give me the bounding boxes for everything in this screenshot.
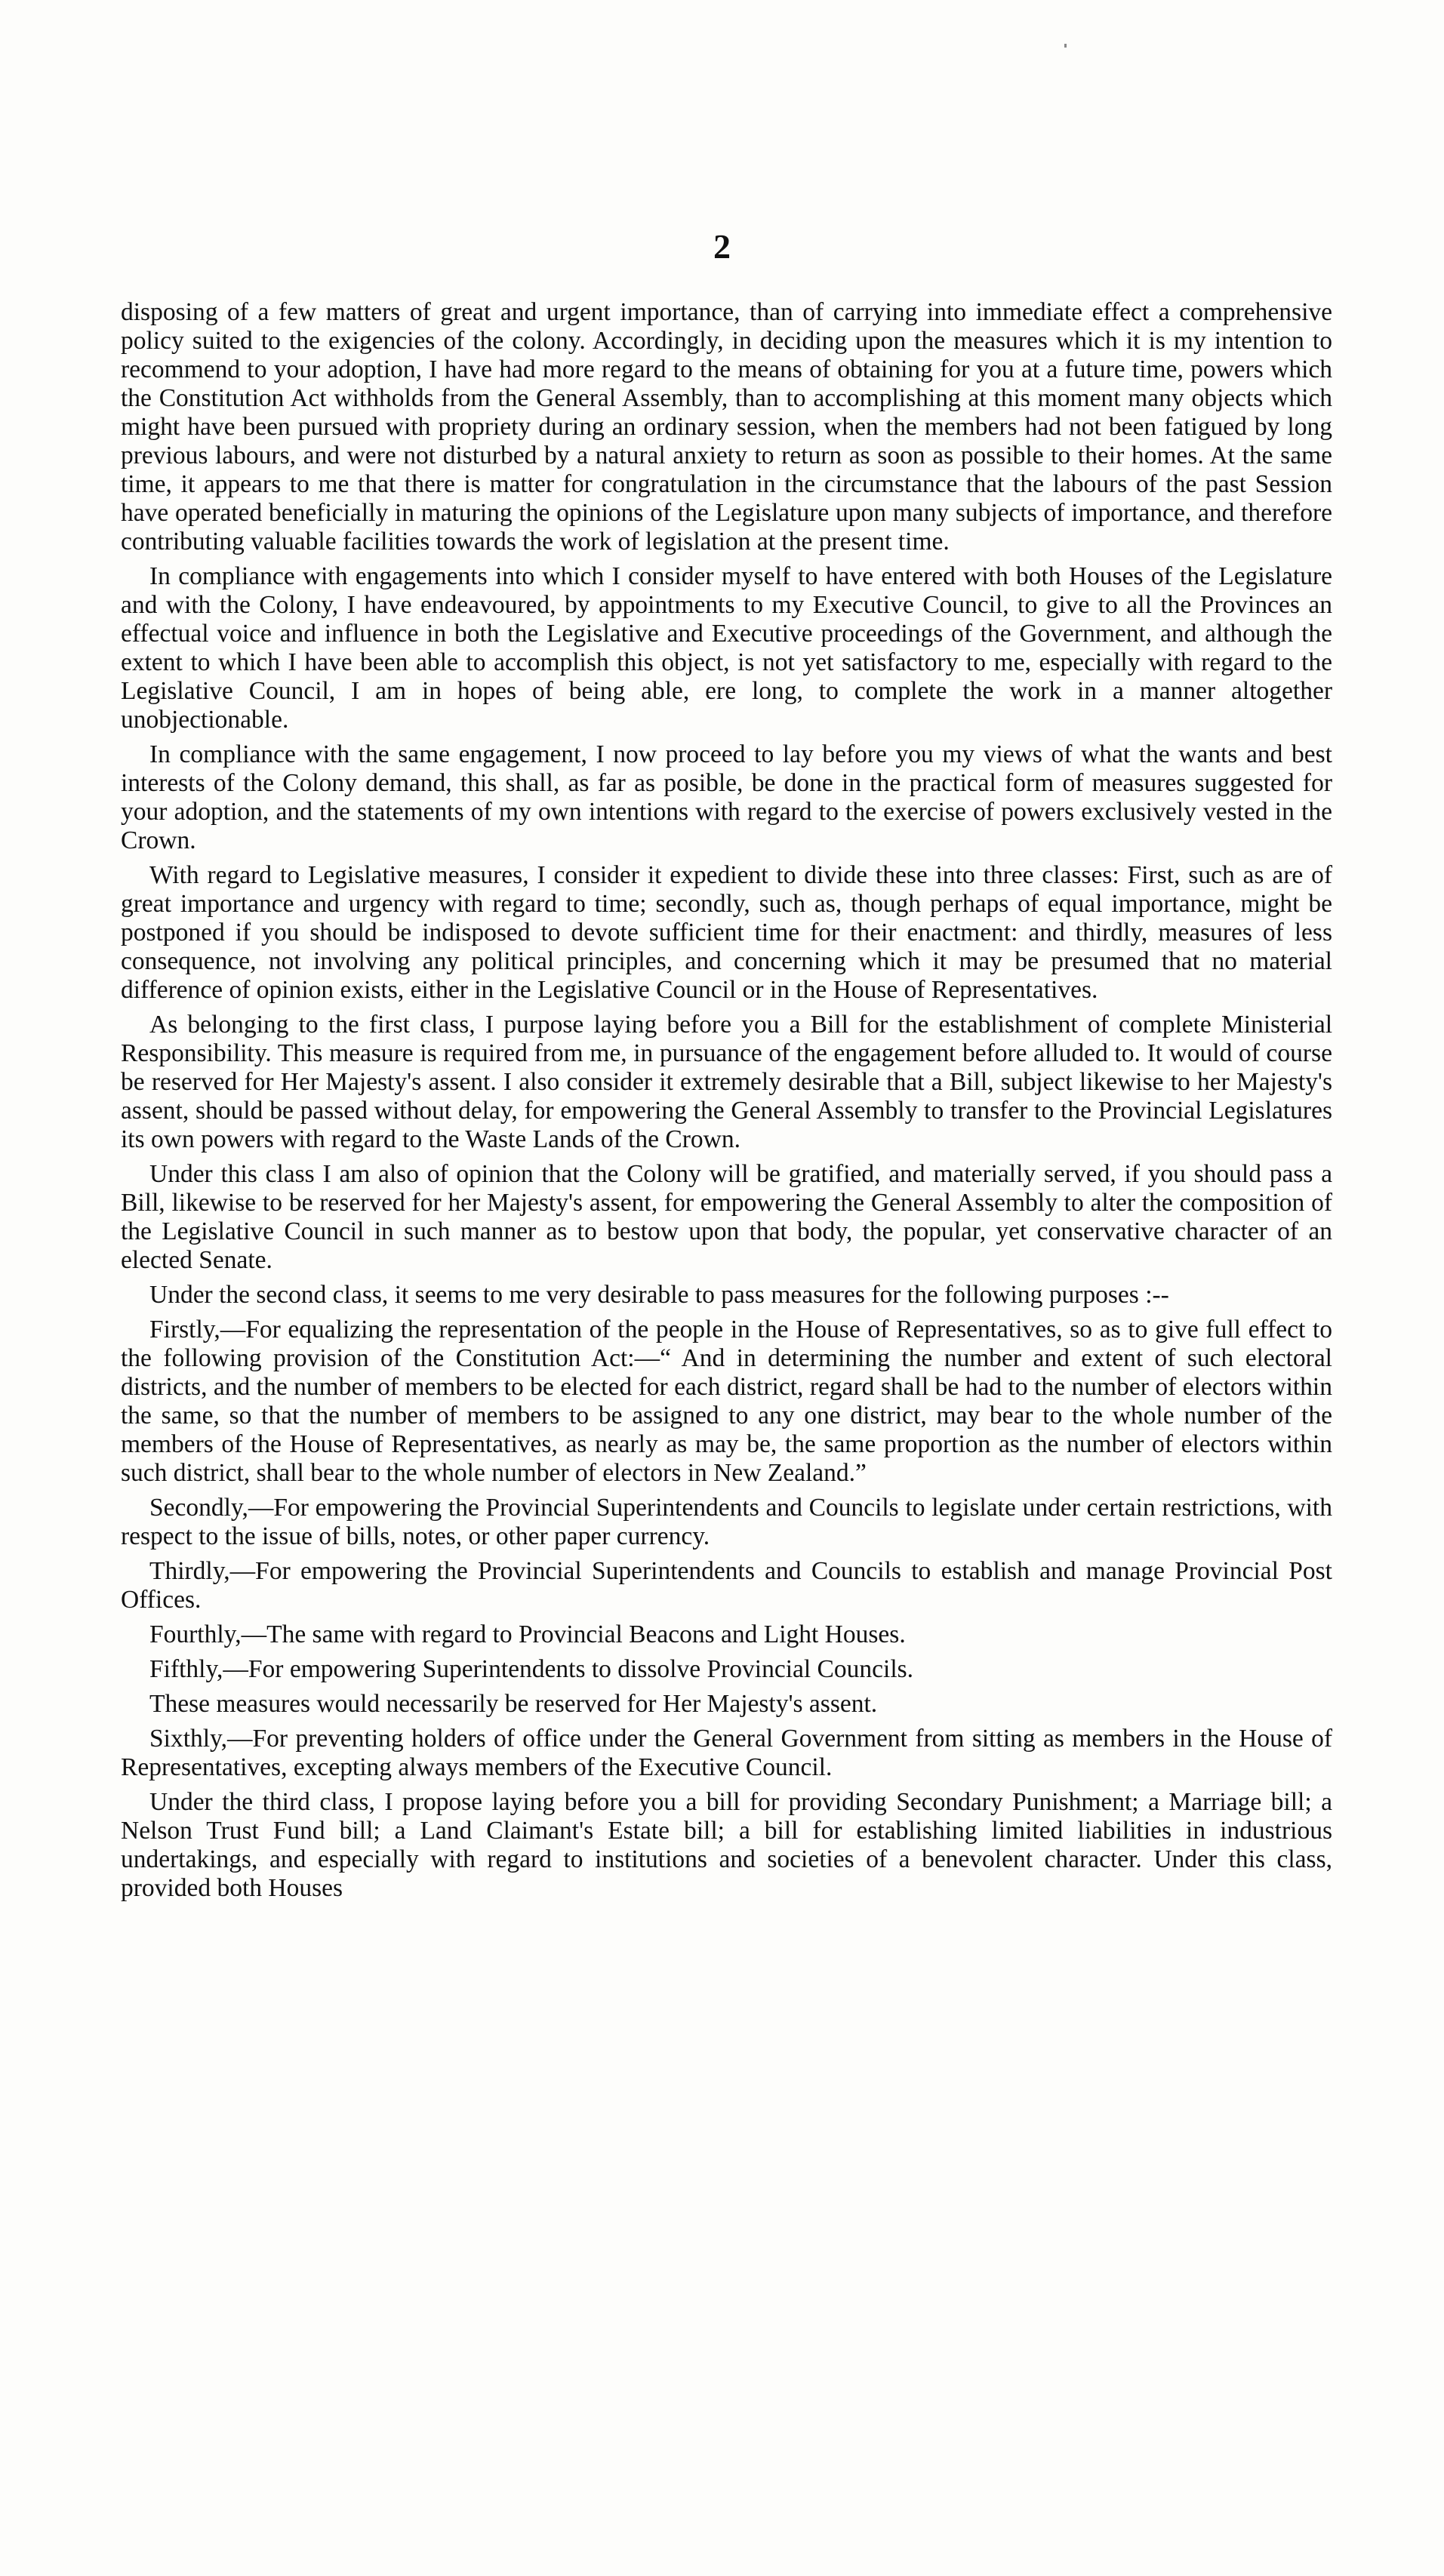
print-speck	[1064, 44, 1067, 48]
paragraph-engagements: In compliance with engagements into which I consider myself to have entered with both Houses of the Legislature and with the Colony, I have endeavoured, by appointments to my Executive Council, to give to all the Provinces an effectual voice and influence in both the Legislative and Executive proceedings of the Government, and although the extent to which I have been able to accomplish this object, is not yet satisfactory to me, especially with regard to the Legislative Council, I am in hopes of being able, ere long, to complete the work in a manner altogether unobjectionable.	[121, 562, 1332, 734]
paragraph-continuation: disposing of a few matters of great and urgent importance, than of carrying into immediate effect a comprehensive policy suited to the exigencies of the colony. Accordingly, in deciding upon the measures which it is my intention to recommend to your adoption, I have had more regard to the means of obtaining for you at a future time, powers which the Constitution Act withholds from the General Assembly, than to accomplishing at this moment many objects which might have been pursued with propriety during an ordinary session, when the members had not been fatigued by long previous labours, and were not disturbed by a natural anxiety to return as soon as possible to their homes. At the same time, it appears to me that there is matter for congratulation in the circumstance that the labours of the past Session have operated beneficially in maturing the opinions of the Legislature upon many subjects of importance, and therefore contributing valuable facilities towards the work of legislation at the present time.	[121, 298, 1332, 556]
paragraph-classes: With regard to Legislative measures, I consider it expedient to divide these into three classes: First, such as are of great importance and urgency with regard to time; secondly, such as, though perhaps of equal importance, might be postponed if you should be indisposed to devote sufficient time for their enactment: and thirdly, measures of less consequence, not involving any political principles, and concerning which it may be presumed that no material difference of opinion exists, either in the Legislative Council or in the House of Representatives.	[121, 861, 1332, 1004]
paragraph-views: In compliance with the same engagement, I now proceed to lay before you my views of what the wants and best interests of the Colony demand, this shall, as far as posible, be done in the practical form of measures suggested for your adoption, and the statements of my own intentions with regard to the exercise of powers exclusively vested in the Crown.	[121, 740, 1332, 854]
paragraph-secondly: Secondly,—For empowering the Provincial Superintendents and Councils to legislate under certain restrictions, with respect to the issue of bills, notes, or other paper currency.	[121, 1494, 1332, 1550]
page-number: 2	[713, 227, 731, 266]
paragraph-reserved-note: These measures would necessarily be reserved for Her Majesty's assent.	[149, 1690, 878, 1718]
paragraph-third-class: Under the third class, I propose laying before you a bill for providing Secondary Punishment; a Marriage bill; a Nelson Trust Fund bill; a Land Claimant's Estate bill; a bill for establishing limited liabilities in industrious undertakings, and especially with regard to institutions and societies of a benevolent character. Under this class, provided both Houses	[121, 1788, 1332, 1902]
paragraph-fourthly: Fourthly,—The same with regard to Provincial Beacons and Light Houses.	[149, 1620, 906, 1648]
body-text	[121, 298, 1332, 1909]
paragraph-firstly: Firstly,—For equalizing the representation of the people in the House of Representatives, so as to give full effect to the following provision of the Constitution Act:—“ And in determining the number and extent of such electoral districts, and the number of members to be elected for each district, regard shall be had to the number of electors within the same, so that the number of members to be assigned to any one district, may bear to the whole number of the members of the House of Representatives, as nearly as may be, the same proportion as the number of electors within such district, shall bear to the whole number of electors in New Zealand.”	[121, 1316, 1332, 1487]
paragraph-thirdly: Thirdly,—For empowering the Provincial Superintendents and Councils to establish and manage Provincial Post Offices.	[121, 1557, 1332, 1614]
paragraph-fifthly: Fifthly,—For empowering Superintendents to dissolve Provincial Councils.	[149, 1655, 914, 1683]
paragraph-second-class-intro: Under the second class, it seems to me very desirable to pass measures for the following purposes :--	[149, 1281, 1169, 1309]
paragraph-first-class: As belonging to the first class, I purpose laying before you a Bill for the establishment of complete Ministerial Responsibility. This measure is required from me, in pursuance of the engagement before alluded to. It would of course be reserved for Her Majesty's assent. I also consider it extremely desirable that a Bill, subject likewise to her Majesty's assent, should be passed without delay, for empowering the General Assembly to transfer to the Provincial Legislatures its own powers with regard to the Waste Lands of the Crown.	[121, 1011, 1332, 1153]
paragraph-first-class-senate: Under this class I am also of opinion that the Colony will be gratified, and materially served, if you should pass a Bill, likewise to be reserved for her Majesty's assent, for empowering the General Assembly to alter the composition of the Legislative Council in such manner as to bestow upon that body, the popular, yet conservative character of an elected Senate.	[121, 1160, 1332, 1274]
paragraph-sixthly: Sixthly,—For preventing holders of office under the General Government from sitting as members in the House of Representatives, excepting always members of the Executive Council.	[121, 1725, 1332, 1781]
